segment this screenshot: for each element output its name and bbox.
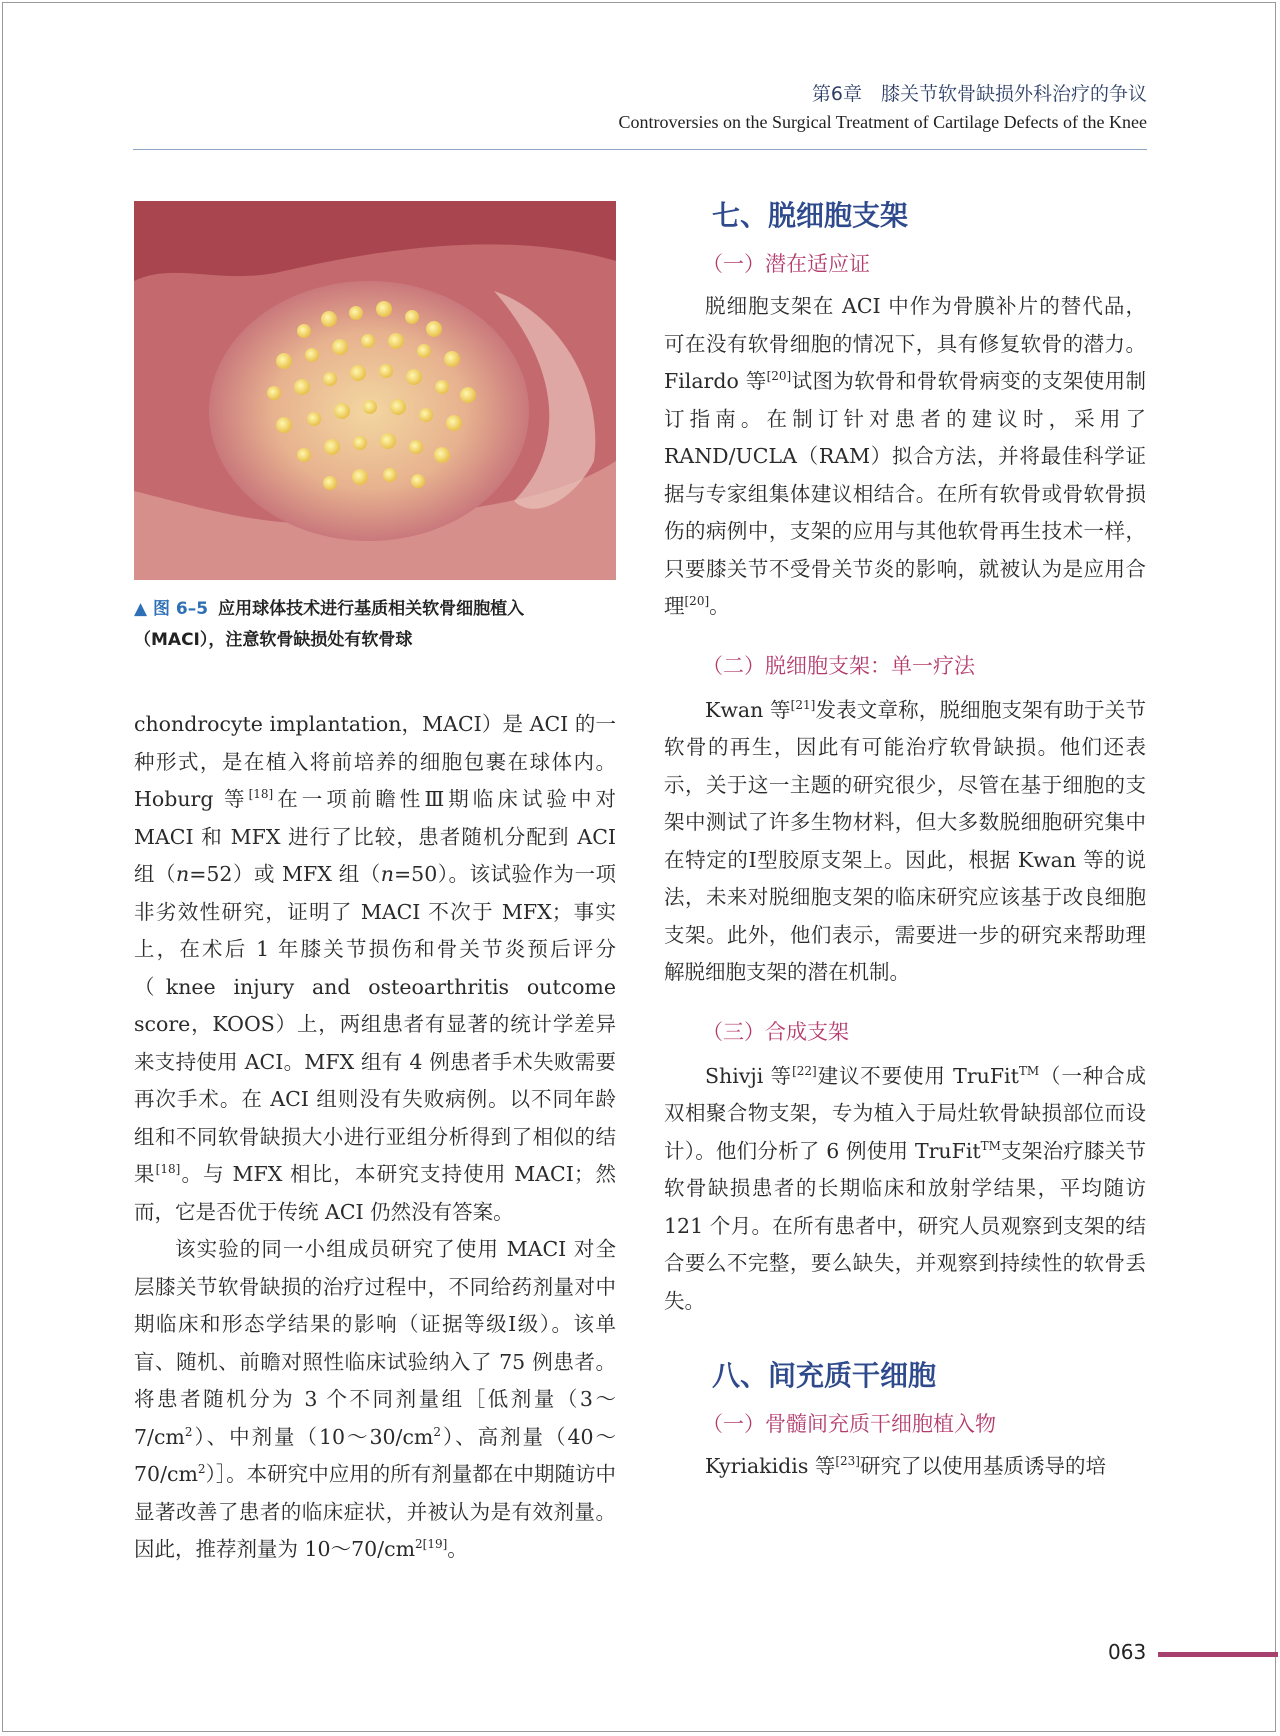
left-column [134, 706, 616, 1569]
caption-line2: （MACI），注意软骨缺损处有软骨球 [134, 630, 413, 650]
running-header [618, 80, 1147, 136]
arthroscopy-photo [134, 201, 616, 580]
subsection-heading: （二）脱细胞支架：单一疗法 [702, 653, 975, 678]
section-heading: 八、间充质干细胞 [712, 1359, 937, 1392]
paragraph: 该实验的同一小组成员研究了使用 MACI 对全层膝关节软骨缺损的治疗过程中，不同给药剂量对中期临床和形态学结果的影响（证据等级Ⅰ级）。该单盲、随机、前瞻对照性临床试验纳入了 75 例患者。将患者随机分为 3 个不同剂量组［低剂量$(3\sim 7/cm^2)$、中剂量$(10\sim 30/cm^2)$、高剂量$(40\sim 70/cm^2)]$。本研究中应用的所有剂量都在中期随访中显著改善了患者的临床症状，并被认为是有效剂量。因此，推荐剂量为 $10\sim 70/cm^{2[19]}$。 [134, 1237, 616, 1561]
subsection-heading: （三）合成支架 [702, 1019, 849, 1044]
page-number: 063 [1108, 1640, 1147, 1664]
paragraph: Kwan 等[21]发表文章称，脱细胞支架有助于关节软骨的再生，因此有可能治疗软骨缺损。他们还表示，关于这一主题的研究很少，尽管在基于细胞的支架中测试了许多生物材料，但大多数脱细胞研究集中在特定的Ⅰ型胶原支架上。因此，根据 Kwan 等的说法，未来对脱细胞支架的临床研究应该基于改良细胞支架。此外，他们表示，需要进一步的研究来帮助理解脱细胞支架的潜在机制。 [664, 697, 1147, 984]
paragraph: 脱细胞支架在 ACI 中作为骨膜补片的替代品，可在没有软骨细胞的情况下，具有修复软骨的潜力。Filardo 等[20]试图为软骨和骨软骨病变的支架使用制订指南。在制订针对患者的建议时，采用了 RAND/UCLA（RAM）拟合方法，并将最佳科学证据与专家组集体建议相结合。在所有软骨或骨软骨损伤的病例中，支架的应用与其他软骨再生技术一样，只要膝关节不受骨关节炎的影响，就被认为是应用合理[20]。 [664, 294, 1146, 618]
right-column [664, 196, 1146, 1486]
chapter-title-cn: 第6章 膝关节软骨缺损外科治疗的争议 [811, 83, 1147, 105]
paragraph: Kyriakidis 等[23]研究了以使用基质诱导的培 [705, 1454, 1106, 1478]
figure-label: 图 6–5 [153, 599, 209, 619]
chapter-title-en: Controversies on the Surgical Treatment of Cartilage Defects of the Knee [618, 112, 1147, 132]
paragraph: chondrocyte implantation，MACI）是 ACI 的一种形式，是在植入将前培养的细胞包裹在球体内。Hoburg 等[18]在一项前瞻性Ⅲ期临床试验中对 MACI 和 MFX 进行了比较，患者随机分配到 ACI 组（n=52）或 MFX 组（n=50）。该试验作为一项非劣效性研究，证明了 MACI 不次于 MFX；事实上，在术后 1 年膝关节损伤和骨关节炎预后评分（knee injury and osteoarthritis outcome score，KOOS）上，两组患者有显著的统计学差异来支持使用 ACI。MFX 组有 4 例患者手术失败需要再次手术。在 ACI 组则没有失败病例。以不同年龄组和不同软骨缺损大小进行亚组分析得到了相似的结果[18]。与 MFX 相比，本研究支持使用 MACI；然而，它是否优于传统 ACI 仍然没有答案。 [134, 712, 617, 1224]
header-rule [133, 149, 1147, 150]
caption-line1: 应用球体技术进行基质相关软骨细胞植入 [218, 599, 525, 619]
paragraph: Shivji 等[22]建议不要使用 TruFit™（一种合成双相聚合物支架，专为植入于局灶软骨缺损部位而设计）。他们分析了 6 例使用 TruFit™支架治疗膝关节软骨缺损患者的长期临床和放射学结果，平均随访 121 个月。在所有患者中，研究人员观察到支架的结合要么不完整，要么缺失，并观察到持续性的软骨丢失。 [664, 1063, 1146, 1313]
page-number-bar [1158, 1652, 1278, 1657]
subsection-heading: （一）骨髓间充质干细胞植入物 [702, 1412, 996, 1436]
figure-caption [134, 594, 616, 656]
section-heading: 七、脱细胞支架 [712, 199, 909, 232]
subsection-heading: （一）潜在适应证 [702, 252, 870, 276]
triangle-icon: ▲ [134, 599, 148, 619]
